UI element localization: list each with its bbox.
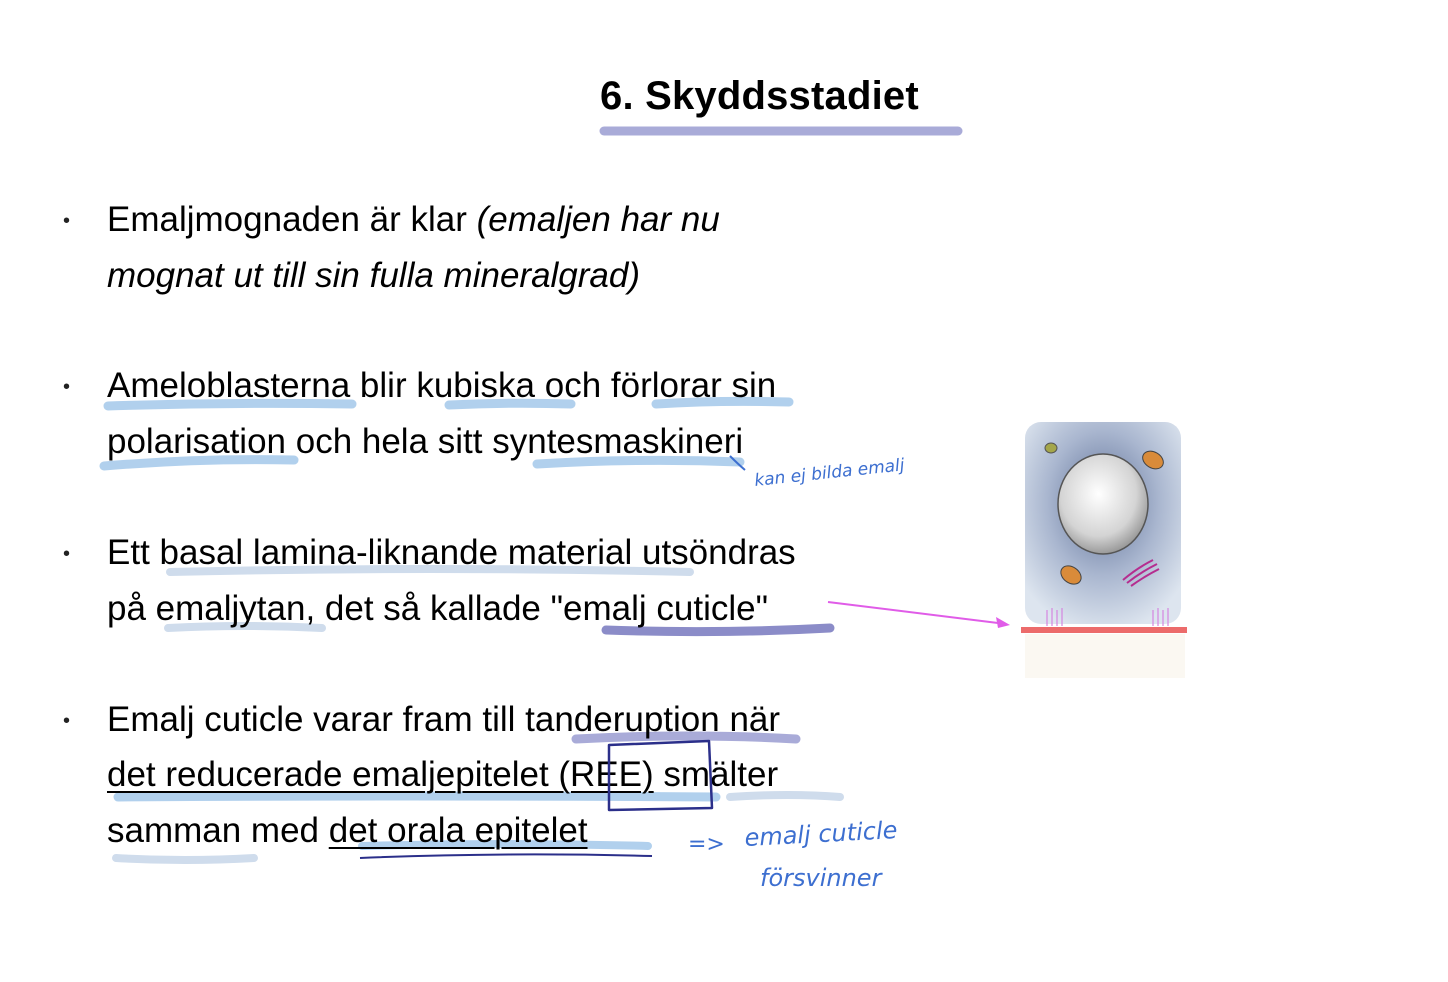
- orala-underline: [360, 854, 652, 858]
- bullet-3-line-2: på emaljytan, det så kallade "emalj cuticle": [107, 589, 769, 628]
- bullet-1-italic: (emaljen har nu: [476, 200, 720, 239]
- emalj-cuticle-layer: [1021, 627, 1187, 633]
- bullet-dot: •: [63, 210, 71, 232]
- bullet-1-text: Emaljmognaden är klar: [107, 200, 477, 239]
- cuticle-arrowhead: [996, 617, 1010, 628]
- term-forlorar: förlorar: [610, 366, 722, 405]
- bullet-dot: •: [63, 376, 71, 398]
- note-arrow: =>: [688, 832, 725, 857]
- term-ameloblasterna: Ameloblasterna: [107, 366, 351, 405]
- bullet-1-line-1: [107, 200, 720, 240]
- bullet-dot: •: [63, 710, 71, 732]
- text: blir: [350, 366, 417, 405]
- enamel-surface: [1025, 634, 1185, 678]
- cell-nucleus: [1058, 454, 1148, 554]
- bullet-4-line-3: [107, 811, 588, 851]
- cuticle-arrow: [828, 602, 1006, 624]
- note-emalj-cuticle: emalj cuticle: [743, 816, 899, 852]
- term-orala-epitelet: det orala epitelet: [328, 811, 588, 850]
- term-syntesmaskineri: syntesmaskineri: [492, 422, 744, 461]
- text: och: [535, 366, 611, 405]
- bullet-3-line-1: Ett basal lamina-liknande material utsöndras: [107, 533, 796, 572]
- text: smälter: [653, 755, 779, 794]
- term-ree: det reducerade emaljepitelet (REE): [107, 755, 654, 794]
- term-polarisation: polarisation: [107, 422, 286, 461]
- text: sin: [721, 366, 777, 405]
- term-kubiska: kubiska: [416, 366, 535, 405]
- bullet-4-line-1: Emalj cuticle varar fram till tanderuption när: [107, 700, 781, 739]
- text: samman med: [107, 811, 329, 850]
- highlight-samman: [116, 858, 254, 860]
- bullet-2-line-1: [107, 366, 776, 406]
- text: och hela sitt: [286, 422, 493, 461]
- bullet-1-line-2: [107, 256, 640, 296]
- ameloblast-cell-illustration: [1015, 418, 1195, 680]
- highlight-smalter: [730, 795, 840, 797]
- note-kan-ej-bilda-emalj: kan ej bilda emalj: [753, 455, 906, 491]
- bullet-1-italic-2: mognat ut till sin fulla mineralgrad): [107, 256, 641, 295]
- page-title: 6. Skyddsstadiet: [600, 74, 919, 118]
- note-forsvinner: försvinner: [760, 864, 882, 892]
- bullet-2-line-2: [107, 422, 743, 462]
- mitochondrion: [1045, 443, 1057, 453]
- highlight-ree: [118, 796, 716, 797]
- bullet-4-line-2: [107, 755, 778, 795]
- bullet-dot: •: [63, 543, 71, 565]
